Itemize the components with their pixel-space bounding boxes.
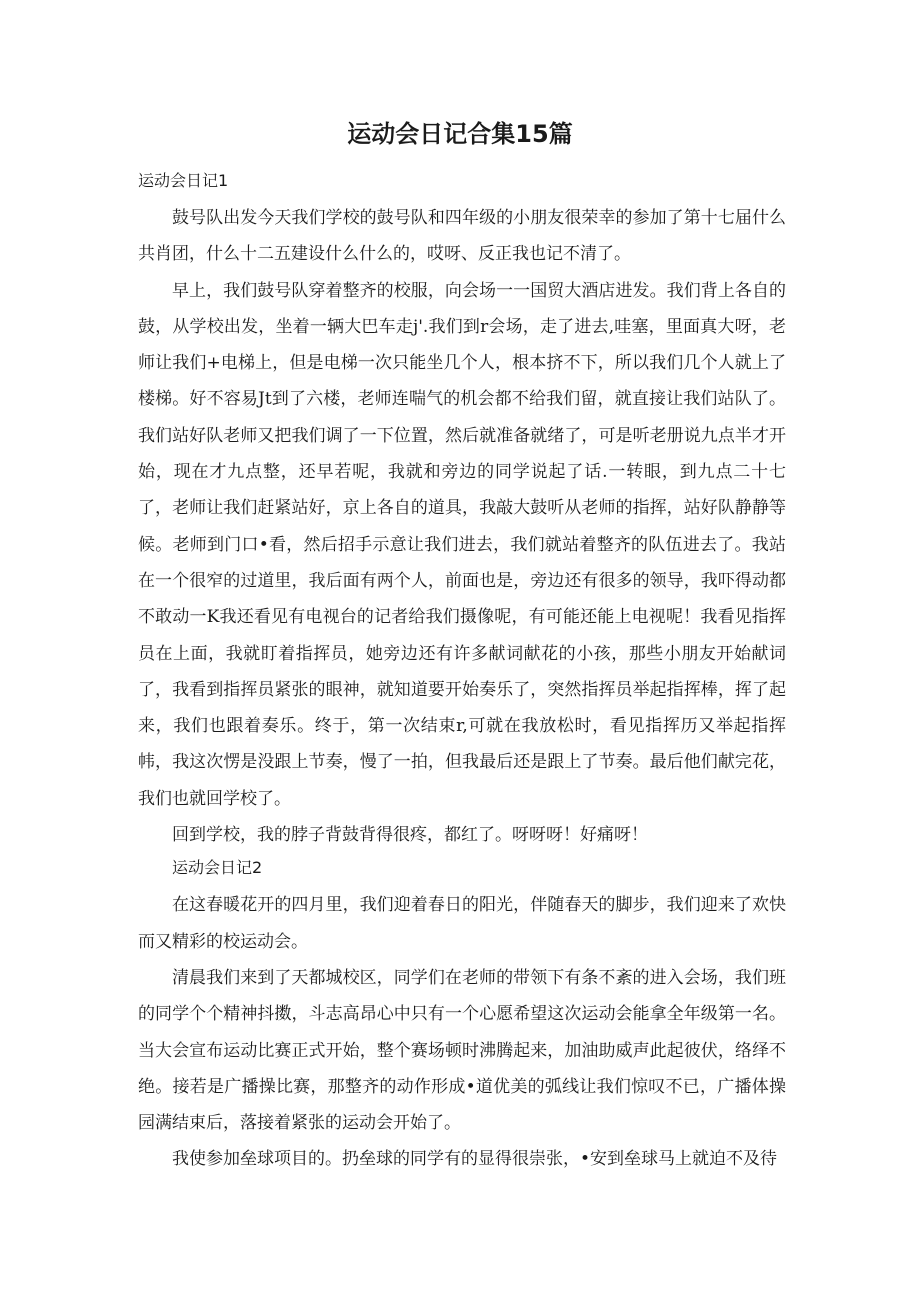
document-title: 运动会日记合集15篇 — [347, 120, 573, 148]
paragraph: 鼓号队出发今天我们学校的鼓号队和四年级的小朋友很荣幸的参加了第十七届什么共肖团，什么十二五建设什么什么的，哎呀、反正我也记不清了。 — [138, 208, 786, 265]
section-heading-2: 运动会日记2 — [172, 858, 263, 878]
paragraph: 清晨我们来到了天都城校区，同学们在老师的带领下有条不紊的进入会场，我们班的同学个个精神抖擞，斗志高昂心中只有一个心愿希望这次运动会能拿全年级第一名。当大会宣布运动比赛正式开始，整个赛场顿时沸腾起来，加油助威声此起彼伏，络绎不绝。接若是广播操比赛，那整齐的动作形成•道优美的弧线让我们惊叹不已，广播体操园满结束后，落接着紧张的运动会开始了。 — [138, 967, 786, 1134]
paragraph: 在这春暖花开的四月里，我们迎着春日的阳光，伴随春天的脚步，我们迎来了欢快而又精彩的校运动会。 — [138, 895, 786, 952]
paragraph: 回到学校，我的脖子背鼓背得很疼，都红了。呀呀呀！好痛呀！ — [172, 825, 648, 846]
paragraph: 早上，我们鼓号队穿着整齐的校服，向会场一一国贸大酒店进发。我们背上各自的鼓，从学校出发，坐着一辆大巴车走j'.我们到r会场，走了进去,哇塞，里面真大呀，老师让我们+电梯上，但是电梯一次只能坐几个人，根本挤不下，所以我们几个人就上了楼梯。好不容易Jt到了六楼，老师连喘气的机会都不给我们留，就直接让我们站队了。我们站好队老师又把我们调了一下位置，然后就准备就绪了，可是听老册说九点半才开始，现在才九点整，还早若呢，我就和旁边的同学说起了话.一转眼，到九点二十七了，老师让我们赶紧站好，京上各自的道具，我敲大鼓听从老师的指挥，站好队静静等候。老师到门口•看，然后招手示意让我们进去，我们就站着整齐的队伍进去了。我站在一个很窄的过道里，我后面有两个人，前面也是，旁边还有很多的领导，我吓得动都不敢动一K我还看见有电视台的记者给我们摄像呢，有可能还能上电视呢！我看见指挥员在上面，我就盯着指挥员，她旁边还有许多献词献花的小孩，那些小朋友开始献词了，我看到指挥员紧张的眼神，就知道要开始奏乐了，突然指挥员举起指挥棒，挥了起来，我们也跟着奏乐。终于，第一次结束r,可就在我放松时，看见指挥历又举起指挥帏，我这次愣是没跟上节奏，慢了一拍，但我最后还是跟上了节奏。最后他们献完花，我们也就回学校了。 — [138, 280, 786, 809]
paragraph: 我使参加垒球项目的。扔垒球的同学有的显得很崇张，•安到垒球马上就迫不及待 — [172, 1149, 778, 1170]
document-body — [138, 168, 786, 1178]
section-heading-1: 运动会日记1 — [138, 171, 229, 190]
